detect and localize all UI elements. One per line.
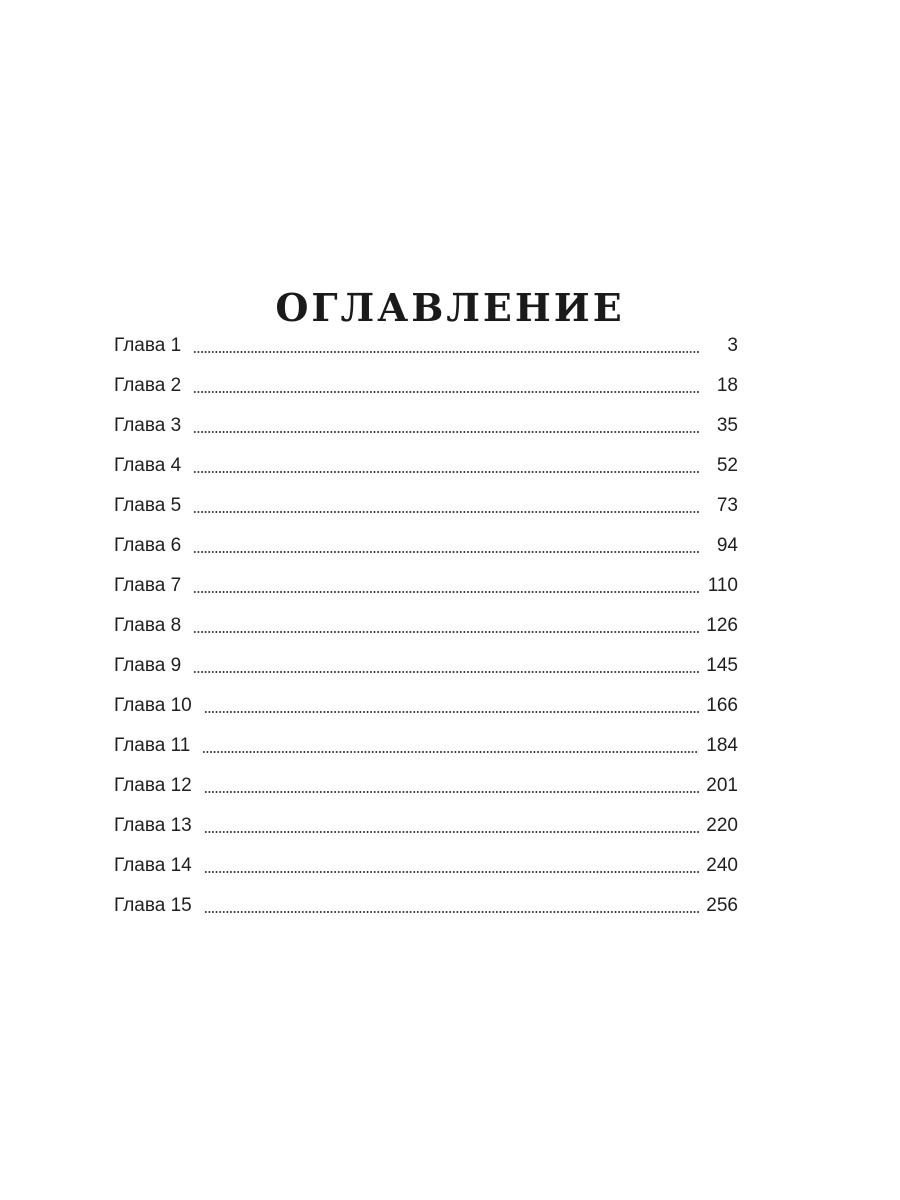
dot-leader [204,711,699,713]
chapter-label: Глава 3 [114,415,182,436]
page-number: 110 [707,575,738,596]
page-number: 145 [706,655,738,676]
chapter-label: Глава 5 [114,495,182,516]
page-number: 201 [706,775,738,796]
chapter-label: Глава 13 [114,815,192,836]
chapter-label: Глава 2 [114,375,182,396]
chapter-label: Глава 9 [114,655,182,676]
page-number: 3 [727,335,738,356]
toc-entry [114,366,738,406]
dot-leader [202,751,699,753]
page-number: 126 [706,615,738,636]
chapter-label: Глава 12 [114,775,192,796]
page-number: 240 [706,855,738,876]
toc-entry [114,886,738,926]
page-number: 220 [706,815,738,836]
dot-leader [204,911,699,913]
dot-leader [193,591,699,593]
chapter-label: Глава 1 [114,335,182,356]
page-number: 256 [706,895,738,916]
toc-entry [114,486,738,526]
page-number: 18 [716,375,738,396]
toc-entry [114,646,738,686]
chapter-label: Глава 14 [114,855,192,876]
toc-entry [114,686,738,726]
page-number: 166 [706,695,738,716]
dot-leader [193,351,699,353]
page-title: ОГЛАВЛЕНИЕ [275,285,625,331]
page-number: 73 [716,495,738,516]
toc-entry [114,406,738,446]
dot-leader [193,631,699,633]
toc-entry [114,326,738,366]
dot-leader [204,831,699,833]
dot-leader [193,431,699,433]
dot-leader [204,791,699,793]
toc-entry [114,446,738,486]
chapter-label: Глава 6 [114,535,182,556]
table-of-contents [114,326,738,926]
page-number: 184 [706,735,738,756]
dot-leader [193,671,699,673]
dot-leader [193,511,699,513]
chapter-label: Глава 11 [114,735,191,756]
toc-entry [114,806,738,846]
dot-leader [193,551,699,553]
dot-leader [204,871,699,873]
toc-entry [114,846,738,886]
toc-entry [114,566,738,606]
chapter-label: Глава 8 [114,615,182,636]
chapter-label: Глава 10 [114,695,192,716]
toc-entry [114,766,738,806]
chapter-label: Глава 4 [114,455,182,476]
dot-leader [193,471,699,473]
toc-entry [114,606,738,646]
page-number: 35 [716,415,738,436]
page-number: 52 [716,455,738,476]
page-number: 94 [716,535,738,556]
toc-entry [114,726,738,766]
chapter-label: Глава 15 [114,895,192,916]
dot-leader [193,391,699,393]
toc-entry [114,526,738,566]
chapter-label: Глава 7 [114,575,182,596]
